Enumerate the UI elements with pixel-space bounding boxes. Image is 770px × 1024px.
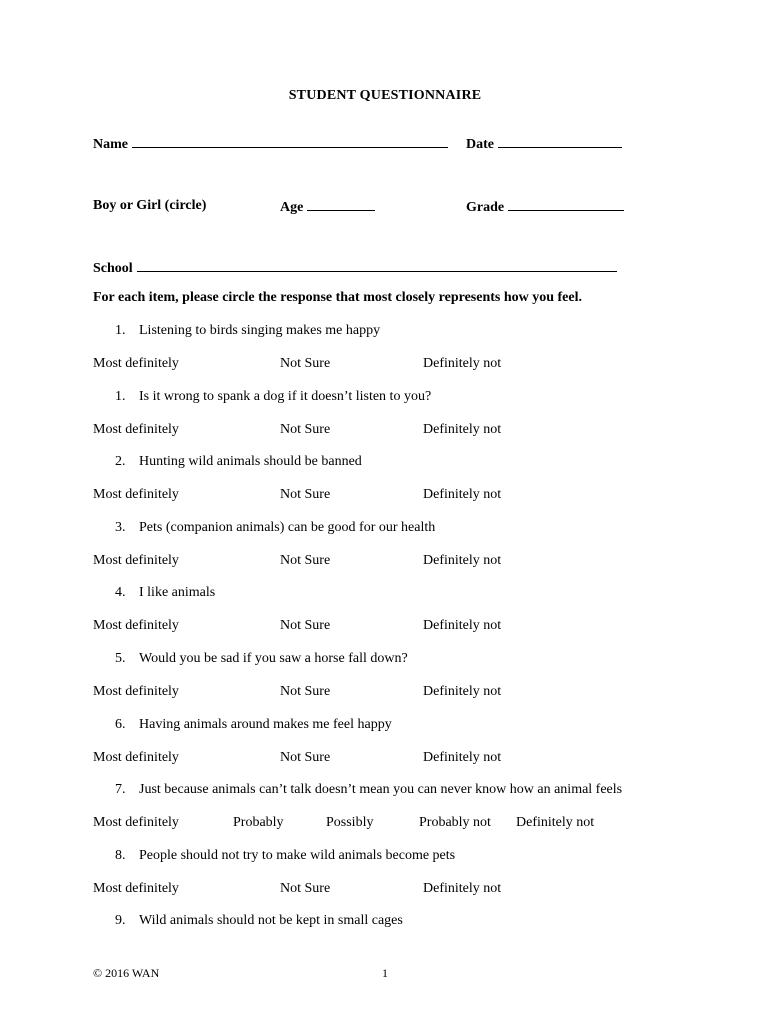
question-item — [115, 848, 455, 864]
response-option[interactable]: Most definitely — [93, 750, 179, 765]
question-item — [115, 520, 435, 536]
age-label: Age — [280, 200, 304, 215]
response-option[interactable]: Definitely not — [423, 881, 502, 896]
question-number: 1. — [115, 323, 126, 338]
question-number: 8. — [115, 848, 126, 863]
question-item — [115, 585, 215, 601]
response-option[interactable]: Most definitely — [93, 422, 179, 437]
response-option[interactable]: Most definitely — [93, 487, 179, 502]
school-field[interactable] — [93, 259, 617, 277]
question-text: Having animals around makes me feel happy — [139, 717, 392, 732]
question-number: 9. — [115, 913, 126, 928]
copyright: © 2016 WAN — [93, 966, 160, 980]
response-option[interactable]: Most definitely — [93, 881, 179, 896]
date-label: Date — [466, 137, 494, 152]
page-number: 1 — [382, 966, 388, 980]
response-option[interactable]: Most definitely — [93, 553, 179, 568]
response-option[interactable]: Definitely not — [423, 553, 502, 568]
question-item — [115, 651, 408, 667]
question-item — [115, 717, 392, 733]
response-option[interactable]: Definitely not — [423, 422, 502, 437]
question-number: 3. — [115, 520, 126, 535]
response-option[interactable]: Most definitely — [93, 684, 179, 699]
grade-label: Grade — [466, 200, 505, 215]
question-item — [115, 782, 622, 798]
instructions: For each item, please circle the response that most closely represents how you feel. — [93, 290, 583, 305]
name-field[interactable] — [93, 135, 448, 153]
response-option[interactable]: Possibly — [326, 815, 374, 830]
question-number: 2. — [115, 454, 126, 469]
question-item — [115, 454, 362, 470]
question-item — [115, 389, 431, 405]
question-number: 1. — [115, 389, 126, 404]
question-text: Would you be sad if you saw a horse fall down? — [139, 651, 408, 666]
response-option[interactable]: Not Sure — [280, 684, 331, 699]
page-title: STUDENT QUESTIONNAIRE — [288, 88, 482, 103]
response-option[interactable]: Definitely not — [423, 618, 502, 633]
age-blank-line[interactable] — [307, 198, 375, 211]
name-label: Name — [93, 137, 128, 152]
response-option[interactable]: Not Sure — [280, 618, 331, 633]
date-field[interactable] — [466, 135, 622, 153]
question-item — [115, 323, 380, 339]
question-text: Pets (companion animals) can be good for our health — [139, 520, 436, 535]
question-number: 7. — [115, 782, 126, 797]
date-blank-line[interactable] — [498, 135, 622, 148]
response-option[interactable]: Probably not — [419, 815, 491, 830]
response-option[interactable]: Definitely not — [423, 487, 502, 502]
response-option[interactable]: Not Sure — [280, 553, 331, 568]
question-text: Listening to birds singing makes me happy — [139, 323, 381, 338]
response-option[interactable]: Not Sure — [280, 750, 331, 765]
question-text: People should not try to make wild animals become pets — [139, 848, 456, 863]
grade-blank-line[interactable] — [508, 198, 624, 211]
grade-field[interactable] — [466, 198, 624, 216]
question-text: Wild animals should not be kept in small cages — [139, 913, 403, 928]
response-option[interactable]: Most definitely — [93, 356, 179, 371]
age-field[interactable] — [280, 198, 375, 216]
response-option[interactable]: Most definitely — [93, 815, 179, 830]
question-text: Is it wrong to spank a dog if it doesn’t listen to you? — [139, 389, 432, 404]
question-text: I like animals — [139, 585, 216, 600]
question-text: Just because animals can’t talk doesn’t mean you can never know how an animal feels — [139, 782, 623, 797]
school-label: School — [93, 261, 133, 276]
question-number: 4. — [115, 585, 126, 600]
name-blank-line[interactable] — [132, 135, 448, 148]
response-option[interactable]: Not Sure — [280, 487, 331, 502]
response-option[interactable]: Definitely not — [423, 684, 502, 699]
response-option[interactable]: Not Sure — [280, 356, 331, 371]
response-option[interactable]: Most definitely — [93, 618, 179, 633]
response-option[interactable]: Definitely not — [423, 356, 502, 371]
response-option[interactable]: Definitely not — [516, 815, 595, 830]
response-option[interactable]: Definitely not — [423, 750, 502, 765]
response-option[interactable]: Not Sure — [280, 881, 331, 896]
question-item — [115, 913, 403, 929]
question-number: 6. — [115, 717, 126, 732]
response-option[interactable]: Not Sure — [280, 422, 331, 437]
school-blank-line[interactable] — [137, 259, 617, 272]
question-number: 5. — [115, 651, 126, 666]
response-option[interactable]: Probably — [233, 815, 284, 830]
gender-label: Boy or Girl (circle) — [93, 198, 207, 213]
question-text: Hunting wild animals should be banned — [139, 454, 362, 469]
